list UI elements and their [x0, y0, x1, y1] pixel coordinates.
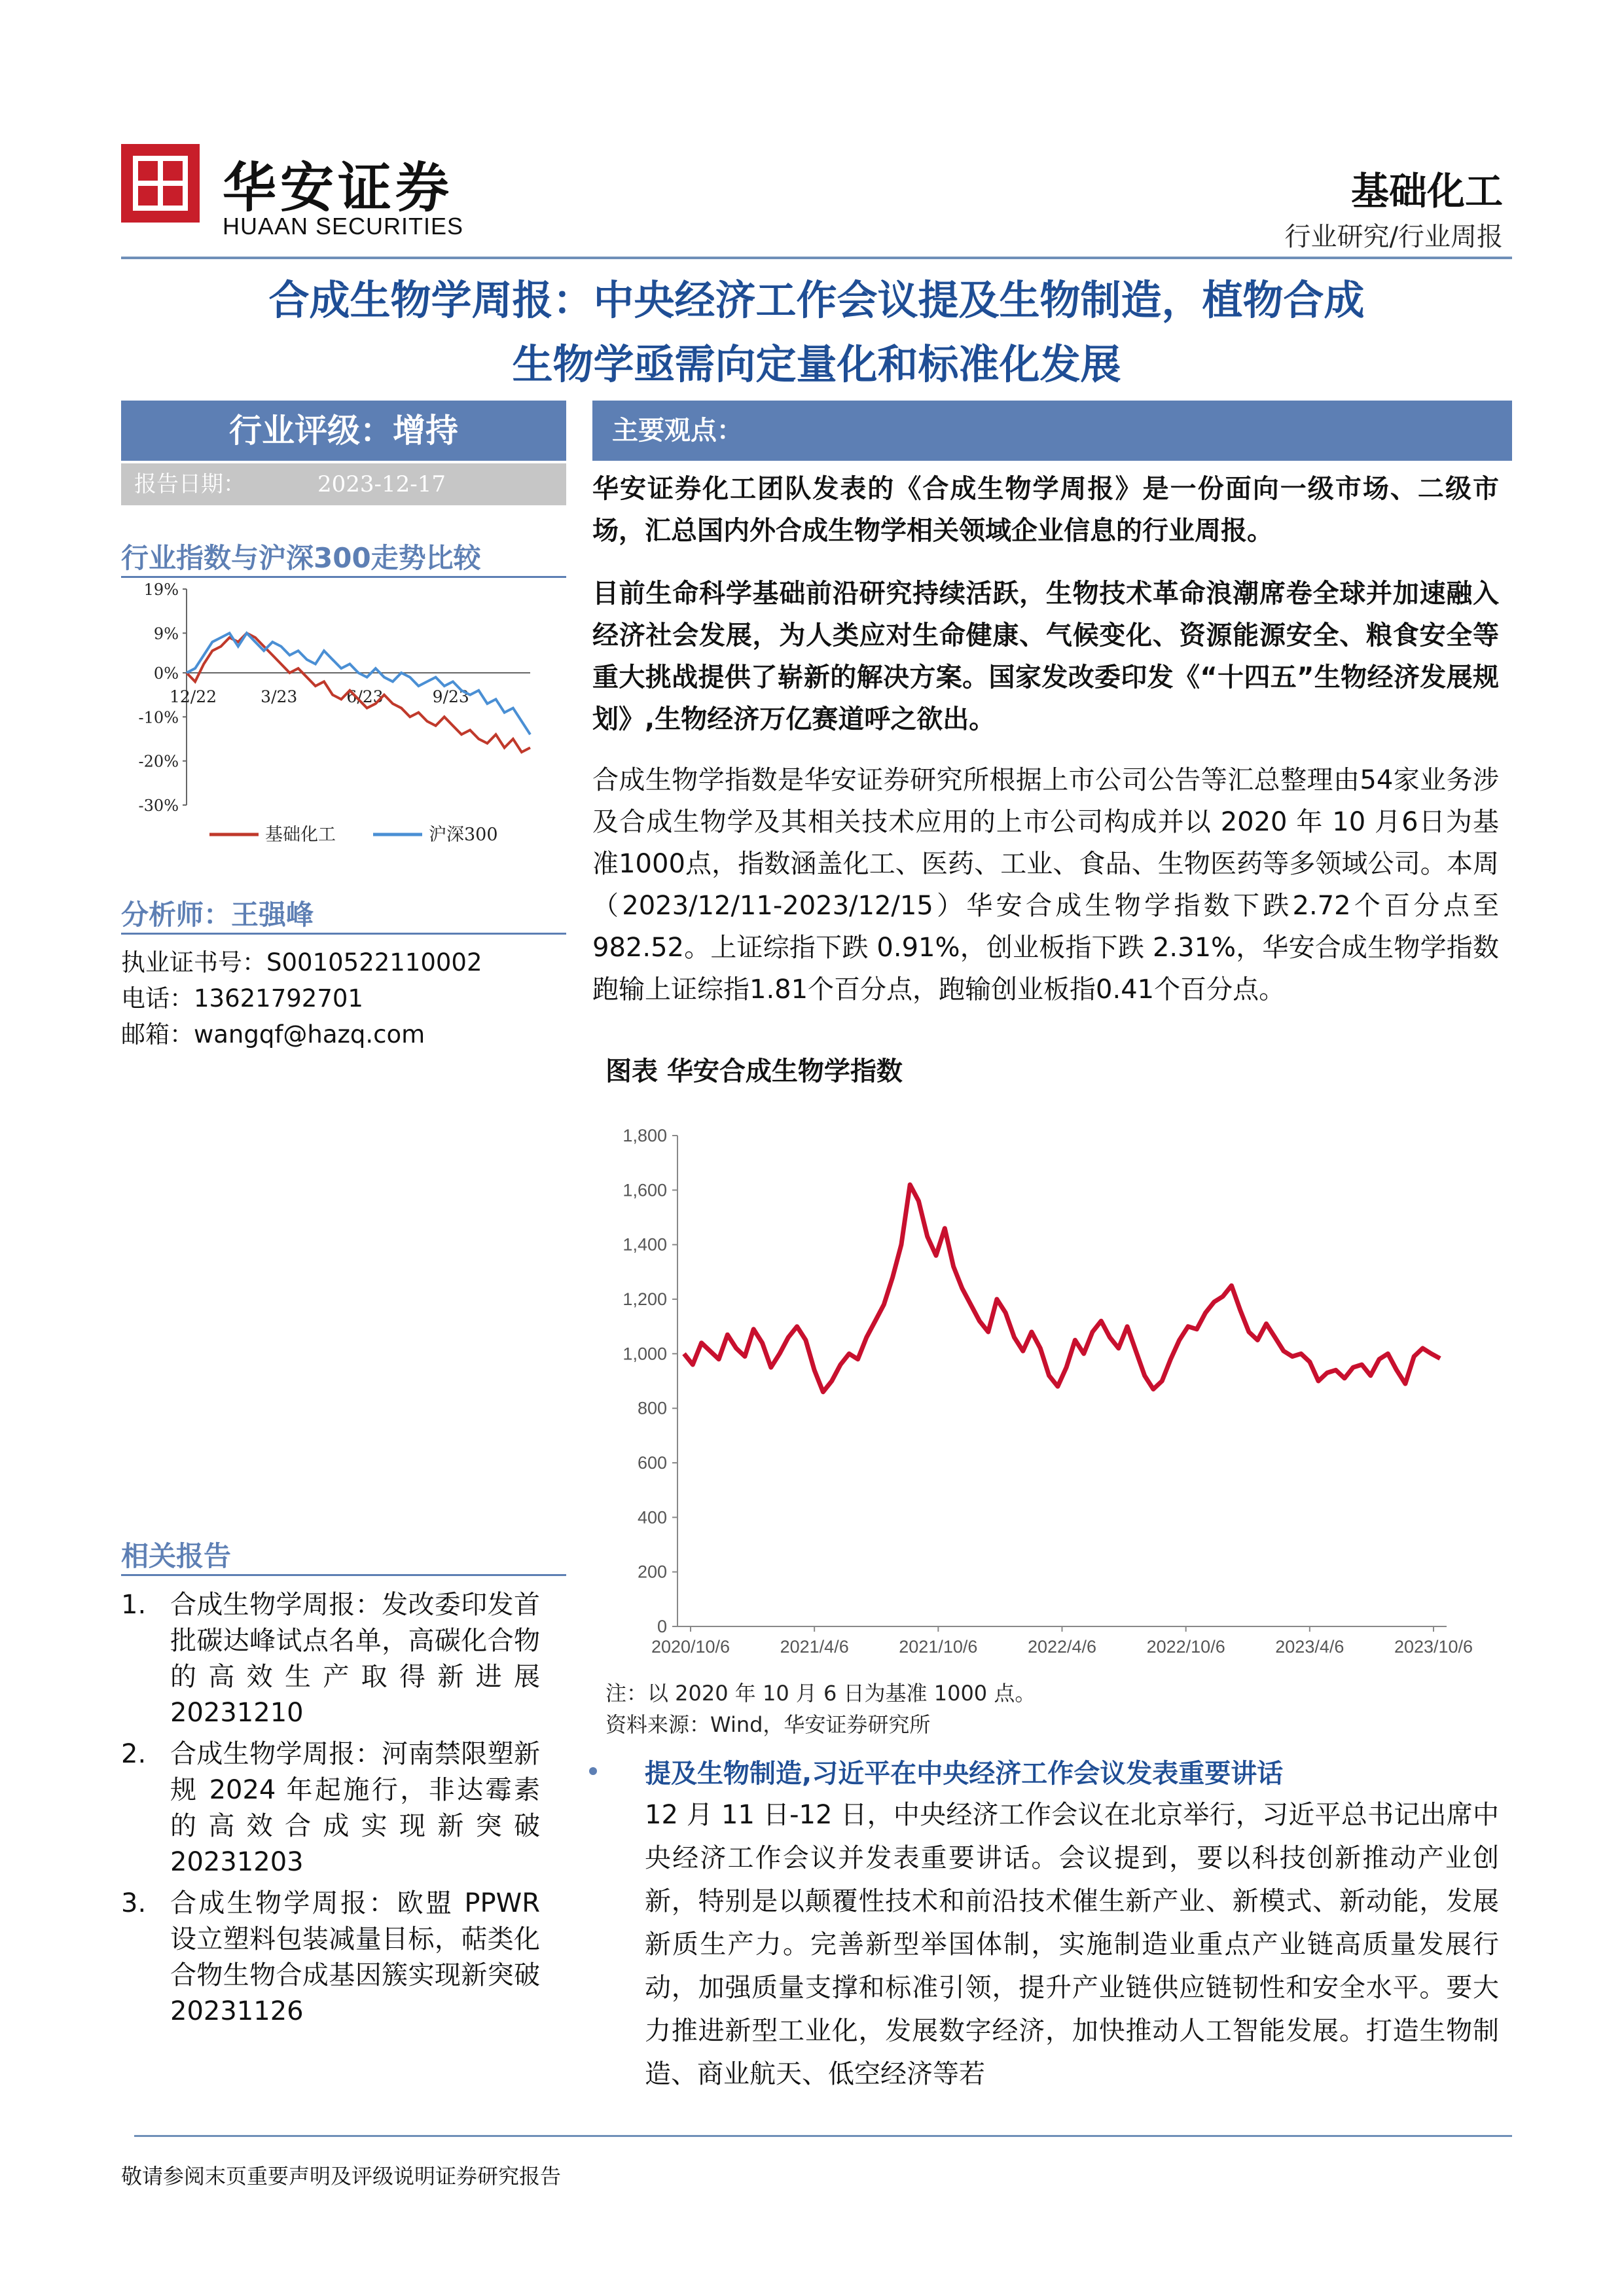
y-tick-label: 1,200 [623, 1289, 667, 1309]
legend-label: 沪深300 [429, 825, 498, 845]
legend-label: 基础化工 [265, 825, 336, 845]
footer-divider [134, 2135, 1512, 2137]
report-date-bar [121, 463, 566, 505]
y-tick-label: 19% [143, 581, 179, 599]
x-tick-label: 2023/10/6 [1394, 1637, 1473, 1657]
y-tick-label: -10% [138, 708, 179, 727]
y-tick-label: 1,600 [623, 1180, 667, 1200]
y-tick-label: 600 [637, 1453, 667, 1473]
logo-english: HUAAN SECURITIES [223, 213, 464, 240]
industry-rating: 行业评级：增持 [121, 401, 566, 461]
y-tick-label: 200 [637, 1562, 667, 1582]
report-title [121, 268, 1512, 397]
x-tick-label: 2021/4/6 [780, 1637, 849, 1657]
analyst-license: 执业证书号：S0010522110002 [121, 948, 482, 977]
related-report-item[interactable] [121, 1587, 540, 1731]
figure-source: 资料来源：Wind，华安证券研究所 [605, 1712, 931, 1737]
x-tick-label: 2023/4/6 [1275, 1637, 1344, 1657]
related-report-number: 3. [121, 1888, 147, 1918]
figure-title: 图表 华安合成生物学指数 [605, 1056, 903, 1086]
y-tick-label: 9% [153, 624, 179, 643]
x-tick-label: 2022/4/6 [1027, 1637, 1097, 1657]
x-tick-label: 2022/10/6 [1146, 1637, 1225, 1657]
report-date-value: 2023-12-17 [317, 471, 446, 497]
x-tick-label: 2020/10/6 [651, 1637, 731, 1657]
footer-disclaimer: 敬请参阅末页重要声明及评级说明证券研究报告 [121, 2164, 562, 2189]
figure-note: 注：以 2020 年 10 月 6 日为基准 1000 点。 [605, 1681, 1036, 1706]
synbio-index-chart [592, 1106, 1512, 1662]
main-points-label: 主要观点： [612, 416, 743, 446]
related-reports-heading: 相关报告 [121, 1540, 232, 1572]
related-report-item[interactable] [121, 1736, 540, 1880]
related-reports-list [121, 1587, 540, 2035]
compare-chart-title: 行业指数与沪深300走势比较 [121, 542, 481, 574]
sector-name: 基础化工 [1350, 169, 1503, 213]
document-type: 行业研究/行业周报 [1284, 222, 1503, 252]
related-report-number: 2. [121, 1739, 147, 1769]
y-tick-label: 0% [153, 664, 179, 683]
section-body: 12 月 11 日-12 日，中央经济工作会议在北京举行，习近平总书记出席中央经济工作会议并发表重要讲话。会议提到，要以科技创新推动产业创新，特别是以颠覆性技术和前沿技术催生新产业、新模式、新动能，发展新质生产力。完善新型举国体制，实施制造业重点产业链高质量发展行动，加强质量支撑和标准引领，提升产业链供应链韧性和安全水平。要大力推进新型工业化，发展数字经济，加快推动人工智能发展。打造生物制造、商业航天、低空经济等若 [645, 1800, 1499, 2089]
y-tick-label: 400 [637, 1507, 667, 1528]
x-tick-label: 3/23 [261, 687, 298, 706]
related-report-text: 合成生物学周报：河南禁限塑新规 2024 年起施行，非达霉素的高效合成实现新突破 20231203 [170, 1739, 540, 1877]
related-report-number: 1. [121, 1590, 147, 1620]
analyst-heading: 分析师：王强峰 [121, 899, 314, 931]
paragraph-intro: 华安证券化工团队发表的《合成生物学周报》是一份面向一级市场、二级市场，汇总国内外合成生物学相关领域企业信息的行业周报。 [592, 474, 1499, 546]
y-tick-label: -30% [138, 797, 179, 815]
related-reports-rule [121, 1574, 566, 1576]
bullet-icon [589, 1767, 597, 1775]
industry-vs-hs300-chart [121, 579, 566, 861]
y-tick-label: 1,400 [623, 1234, 667, 1255]
header-divider [121, 257, 1512, 259]
analyst-phone: 电话：13621792701 [121, 984, 363, 1013]
related-report-item[interactable] [121, 1886, 540, 2030]
report-date-label: 报告日期： [134, 471, 245, 497]
compare-title-rule [121, 576, 566, 578]
logo-chinese: 华安证券 [223, 156, 454, 219]
title-line-2: 生物学亟需向定量化和标准化发展 [512, 340, 1121, 388]
analyst-email[interactable]: 邮箱：wangqf@hazq.com [121, 1020, 425, 1049]
analyst-rule [121, 933, 566, 935]
x-tick-label: 6/23 [346, 687, 384, 706]
y-tick-label: 800 [637, 1398, 667, 1418]
title-line-1: 合成生物学周报：中央经济工作会议提及生物制造，植物合成 [268, 276, 1365, 324]
main-points-bar [592, 401, 1512, 461]
related-report-text: 合成生物学周报：发改委印发首批碳达峰试点名单，高碳化合物的高效生产取得新进展 20231210 [170, 1590, 540, 1728]
series-line-hs300 [187, 633, 530, 734]
x-tick-label: 12/22 [169, 687, 217, 706]
paragraph-index-summary: 合成生物学指数是华安证券研究所根据上市公司公告等汇总整理由54家业务涉及合成生物学及其相关技术应用的上市公司构成并以 2020 年 10 月6日为基准1000点，指数涵盖化工、医药、工业、食品、生物医药等多领域公司。本周（2023/12/11-2023/12/15）华安合成生物学指数下跌2.72个百分点至982.52。上证综指下跌 0.91%，创业板指下跌 2.31%，华安合成生物学指数跑输上证综指1.81个百分点，跑输创业板指0.41个百分点。 [592, 765, 1499, 1005]
y-tick-label: 0 [657, 1617, 667, 1636]
section-heading: 提及生物制造,习近平在中央经济工作会议发表重要讲话 [645, 1759, 1284, 1789]
y-tick-label: -20% [138, 752, 179, 771]
logo-mark [121, 144, 200, 223]
y-tick-label: 1,800 [623, 1126, 667, 1145]
x-tick-label: 9/23 [432, 687, 469, 706]
y-tick-label: 1,000 [623, 1344, 667, 1364]
x-tick-label: 2021/10/6 [899, 1637, 978, 1657]
index-series-line [684, 1185, 1440, 1392]
related-report-text: 合成生物学周报：欧盟 PPWR 设立塑料包装减量目标，萜类化合物生物合成基因簇实现新突破 20231126 [170, 1888, 540, 2026]
paragraph-background: 目前生命科学基础前沿研究持续活跃，生物技术革命浪潮席卷全球并加速融入经济社会发展，为人类应对生命健康、气候变化、资源能源安全、粮食安全等重大挑战提供了崭新的解决方案。国家发改委印发《“十四五”生物经济发展规划》,生物经济万亿赛道呼之欲出。 [592, 579, 1499, 734]
